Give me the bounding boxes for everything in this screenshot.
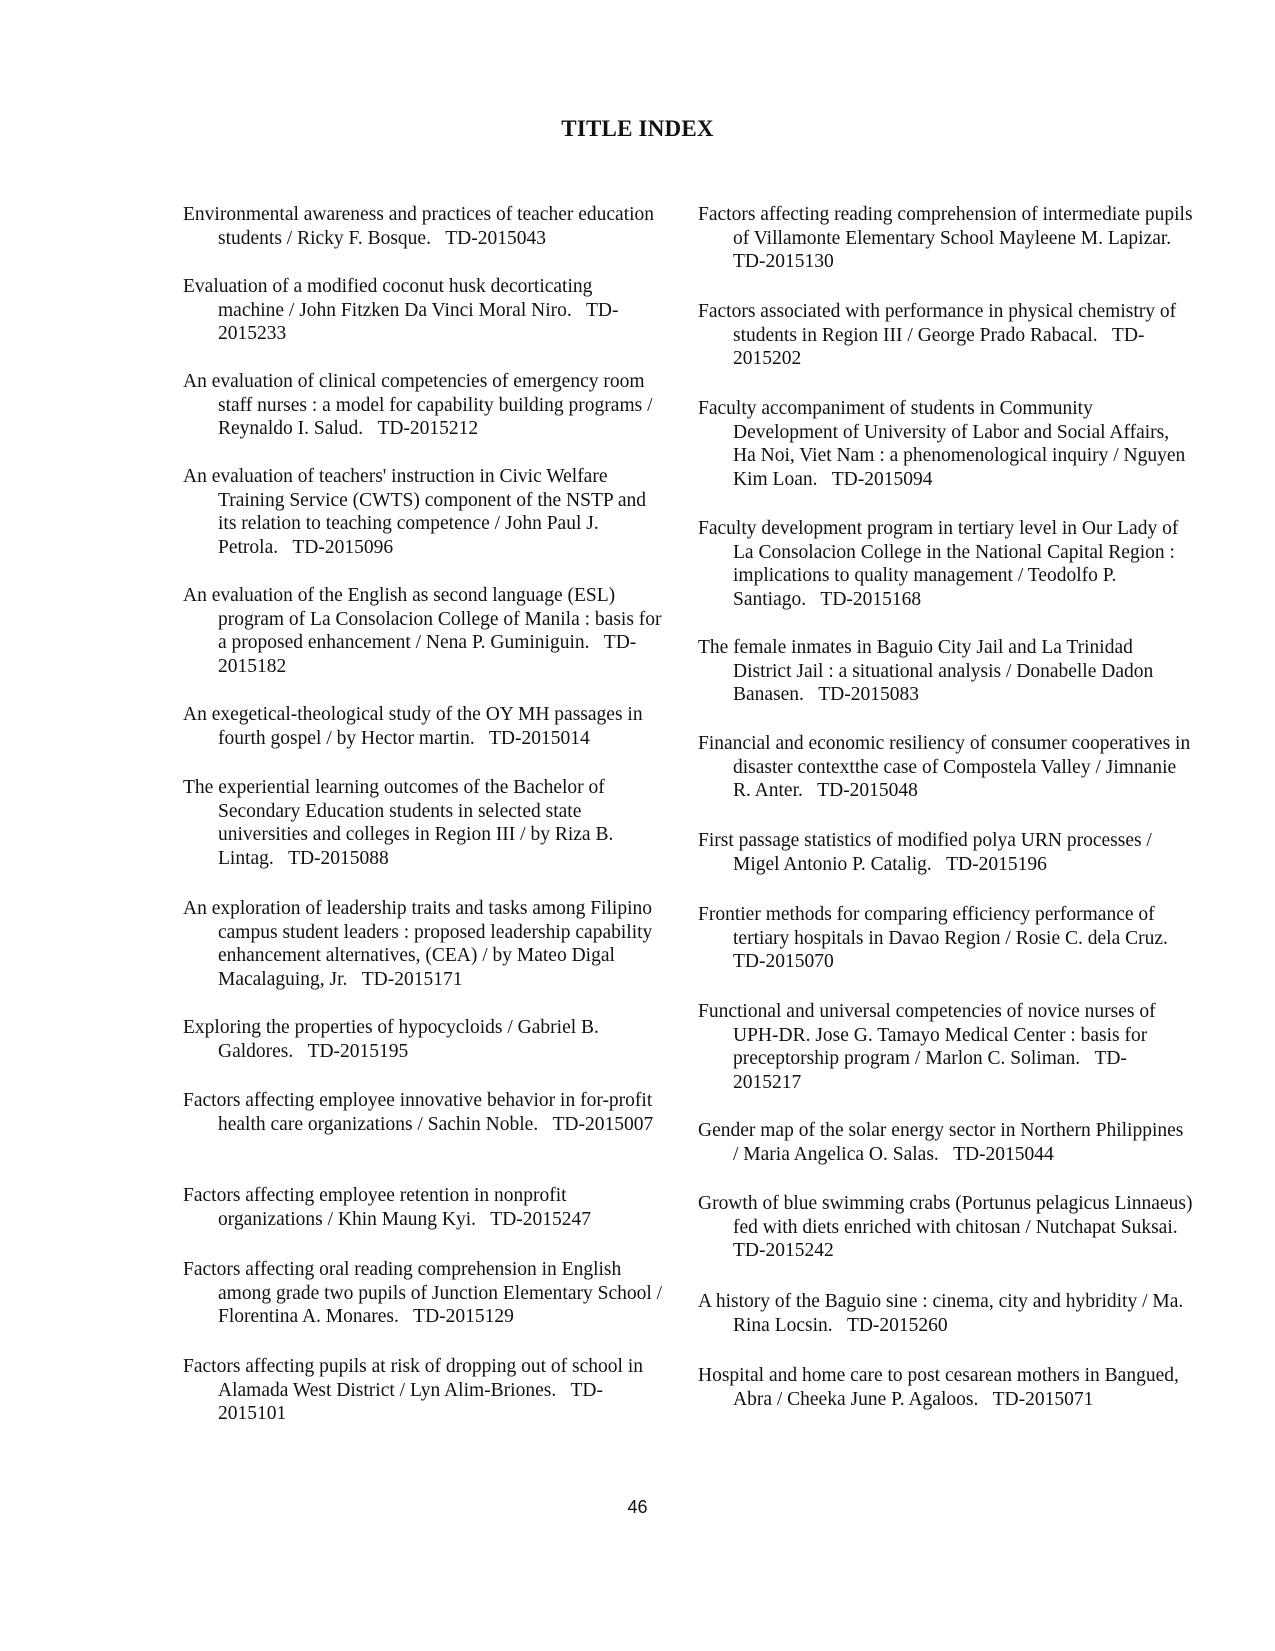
entry-id: TD-2015171 bbox=[361, 968, 463, 990]
entry-id: TD-2015070 bbox=[733, 951, 834, 973]
entry-id: TD-2015094 bbox=[831, 468, 933, 490]
entry-id: TD-2015083 bbox=[818, 684, 919, 706]
entry-title: The female inmates in Baguio City Jail and La Trinidad District Jail : a situational analysis / Donabelle Dadon Banasen. bbox=[698, 637, 1154, 706]
entry-id: TD-2015071 bbox=[992, 1388, 1094, 1410]
entry-id: TD-2015196 bbox=[946, 853, 1047, 875]
entry-title: Financial and economic resiliency of consumer cooperatives in disaster contextthe case of Compostela Valley / Jimnanie R. Anter. bbox=[698, 733, 1191, 802]
entry-id: TD-2015048 bbox=[817, 780, 918, 802]
entry-title: Factors affecting oral reading comprehension in English among grade two pupils of Junction Elementary School / Florentina A. Monares. bbox=[183, 1259, 663, 1328]
entry-title: A history of the Baguio sine : cinema, city and hybridity / Ma. Rina Locsin. bbox=[698, 1291, 1184, 1336]
entry-title: Factors affecting pupils at risk of dropping out of school in Alamada West District / Lyn Alim-Briones. bbox=[183, 1356, 643, 1401]
entry-id: TD-2015260 bbox=[846, 1314, 948, 1336]
index-entry bbox=[698, 903, 1193, 974]
entry-title: Faculty development program in tertiary level in Our Lady of La Consolacion College in the National Capital Region : implications to quality management / Teodolfo P. Santiago. bbox=[698, 518, 1179, 610]
entry-id: TD-2015217 bbox=[733, 1048, 1127, 1093]
entry-title: Gender map of the solar energy sector in Northern Philippines / Maria Angelica O. Salas. bbox=[698, 1120, 1184, 1165]
entry-title: Hospital and home care to post cesarean mothers in Bangued, Abra / Cheeka June P. Agaloos. bbox=[698, 1365, 1179, 1410]
index-entry bbox=[698, 1119, 1193, 1166]
entry-title: Exploring the properties of hypocycloids / Gabriel B. Galdores. bbox=[183, 1017, 599, 1062]
index-entry bbox=[183, 1355, 663, 1426]
index-entry bbox=[183, 1016, 663, 1063]
index-entry bbox=[698, 1364, 1193, 1411]
entry-title: Faculty accompaniment of students in Community Development of University of Labor and Social Affairs, Ha Noi, Viet Nam : a phenomenological inquiry / Nguyen Kim Loan. bbox=[698, 398, 1186, 490]
entry-id: TD-2015168 bbox=[820, 588, 922, 610]
entry-id: TD-2015014 bbox=[488, 727, 590, 749]
index-entry bbox=[698, 397, 1193, 491]
index-entry bbox=[183, 897, 663, 991]
page-number: 46 bbox=[627, 1497, 648, 1517]
entry-title: The experiential learning outcomes of the Bachelor of Secondary Education students in selected state universities and colleges in Region III / by Riza B. Lintag. bbox=[183, 777, 614, 869]
entry-title: Frontier methods for comparing efficiency performance of tertiary hospitals in Davao Region / Rosie C. dela Cruz. bbox=[698, 904, 1168, 949]
entry-title: An exploration of leadership traits and tasks among Filipino campus student leaders : proposed leadership capability enhancement alternatives, (CEA) / by Mateo Digal Macalaguing, Jr. bbox=[183, 898, 653, 990]
index-entry bbox=[183, 203, 663, 250]
entry-id: TD-2015129 bbox=[413, 1306, 514, 1328]
entry-id: TD-2015212 bbox=[377, 418, 479, 440]
entry-title: Factors affecting reading comprehension of intermediate pupils of Villamonte Elementary School Mayleene M. Lapizar. bbox=[698, 204, 1193, 249]
entry-id: TD-2015007 bbox=[552, 1113, 654, 1135]
index-entry bbox=[183, 1258, 663, 1329]
index-entry bbox=[183, 703, 663, 750]
index-entry bbox=[183, 776, 663, 870]
index-entry bbox=[698, 1000, 1193, 1094]
page-title: TITLE INDEX bbox=[561, 116, 714, 141]
entry-title: An evaluation of clinical competencies of emergency room staff nurses : a model for capability building programs / Reynaldo I. Salud. bbox=[183, 371, 653, 440]
index-entry bbox=[698, 300, 1193, 371]
index-entry bbox=[698, 1290, 1193, 1337]
index-entry bbox=[183, 1089, 663, 1136]
entry-title: An evaluation of the English as second language (ESL) program of La Consolacion College of Manila : basis for a proposed enhancement / Nena P. Guminiguin. bbox=[183, 585, 662, 654]
entry-title: Growth of blue swimming crabs (Portunus pelagicus Linnaeus) fed with diets enriched with chitosan / Nutchapat Suksai. bbox=[698, 1193, 1193, 1238]
entry-id: TD-2015043 bbox=[445, 227, 546, 249]
index-entry bbox=[698, 732, 1193, 803]
entry-title: Evaluation of a modified coconut husk decorticating machine / John Fitzken Da Vinci Moral Niro. bbox=[183, 276, 593, 321]
entry-id: TD-2015202 bbox=[733, 324, 1145, 370]
entry-title: Environmental awareness and practices of teacher education students / Ricky F. Bosque. bbox=[183, 204, 655, 249]
entry-id: TD-2015044 bbox=[953, 1143, 1054, 1165]
index-entry bbox=[183, 465, 663, 559]
entry-id: TD-2015195 bbox=[307, 1040, 409, 1062]
entry-title: Factors affecting employee retention in nonprofit organizations / Khin Maung Kyi. bbox=[183, 1185, 567, 1230]
entry-title: First passage statistics of modified polya URN processes / Migel Antonio P. Catalig. bbox=[698, 830, 1152, 875]
index-entry bbox=[698, 203, 1193, 274]
entry-title: Factors associated with performance in physical chemistry of students in Region III / George Prado Rabacal. bbox=[698, 301, 1177, 346]
index-entry bbox=[183, 584, 663, 678]
index-entry bbox=[698, 1192, 1193, 1263]
entry-id: TD-2015247 bbox=[490, 1208, 592, 1230]
entry-id: TD-2015101 bbox=[218, 1379, 603, 1425]
entry-id: TD-2015233 bbox=[218, 299, 619, 345]
entry-id: TD-2015242 bbox=[733, 1240, 834, 1262]
index-entry bbox=[183, 275, 663, 346]
index-entry bbox=[698, 829, 1193, 876]
index-entry bbox=[698, 636, 1193, 707]
entry-title: Functional and universal competencies of novice nurses of UPH-DR. Jose G. Tamayo Medical Center : basis for preceptorship program / Marlon C. Soliman. bbox=[698, 1001, 1156, 1070]
index-entry bbox=[183, 1184, 663, 1231]
entry-title: Factors affecting employee innovative behavior in for-profit health care organizations / Sachin Noble. bbox=[183, 1090, 653, 1135]
index-entry bbox=[183, 370, 663, 441]
entry-id: TD-2015182 bbox=[218, 632, 637, 677]
entry-id: TD-2015096 bbox=[292, 536, 394, 558]
entry-id: TD-2015088 bbox=[288, 847, 389, 869]
entry-id: TD-2015130 bbox=[733, 251, 834, 273]
index-entry bbox=[698, 517, 1193, 611]
entry-title: An evaluation of teachers' instruction in Civic Welfare Training Service (CWTS) component of the NSTP and its relation to teaching competence / John Paul J. Petrola. bbox=[183, 466, 647, 558]
entry-title: An exegetical-theological study of the OY MH passages in fourth gospel / by Hector martin. bbox=[183, 704, 643, 749]
